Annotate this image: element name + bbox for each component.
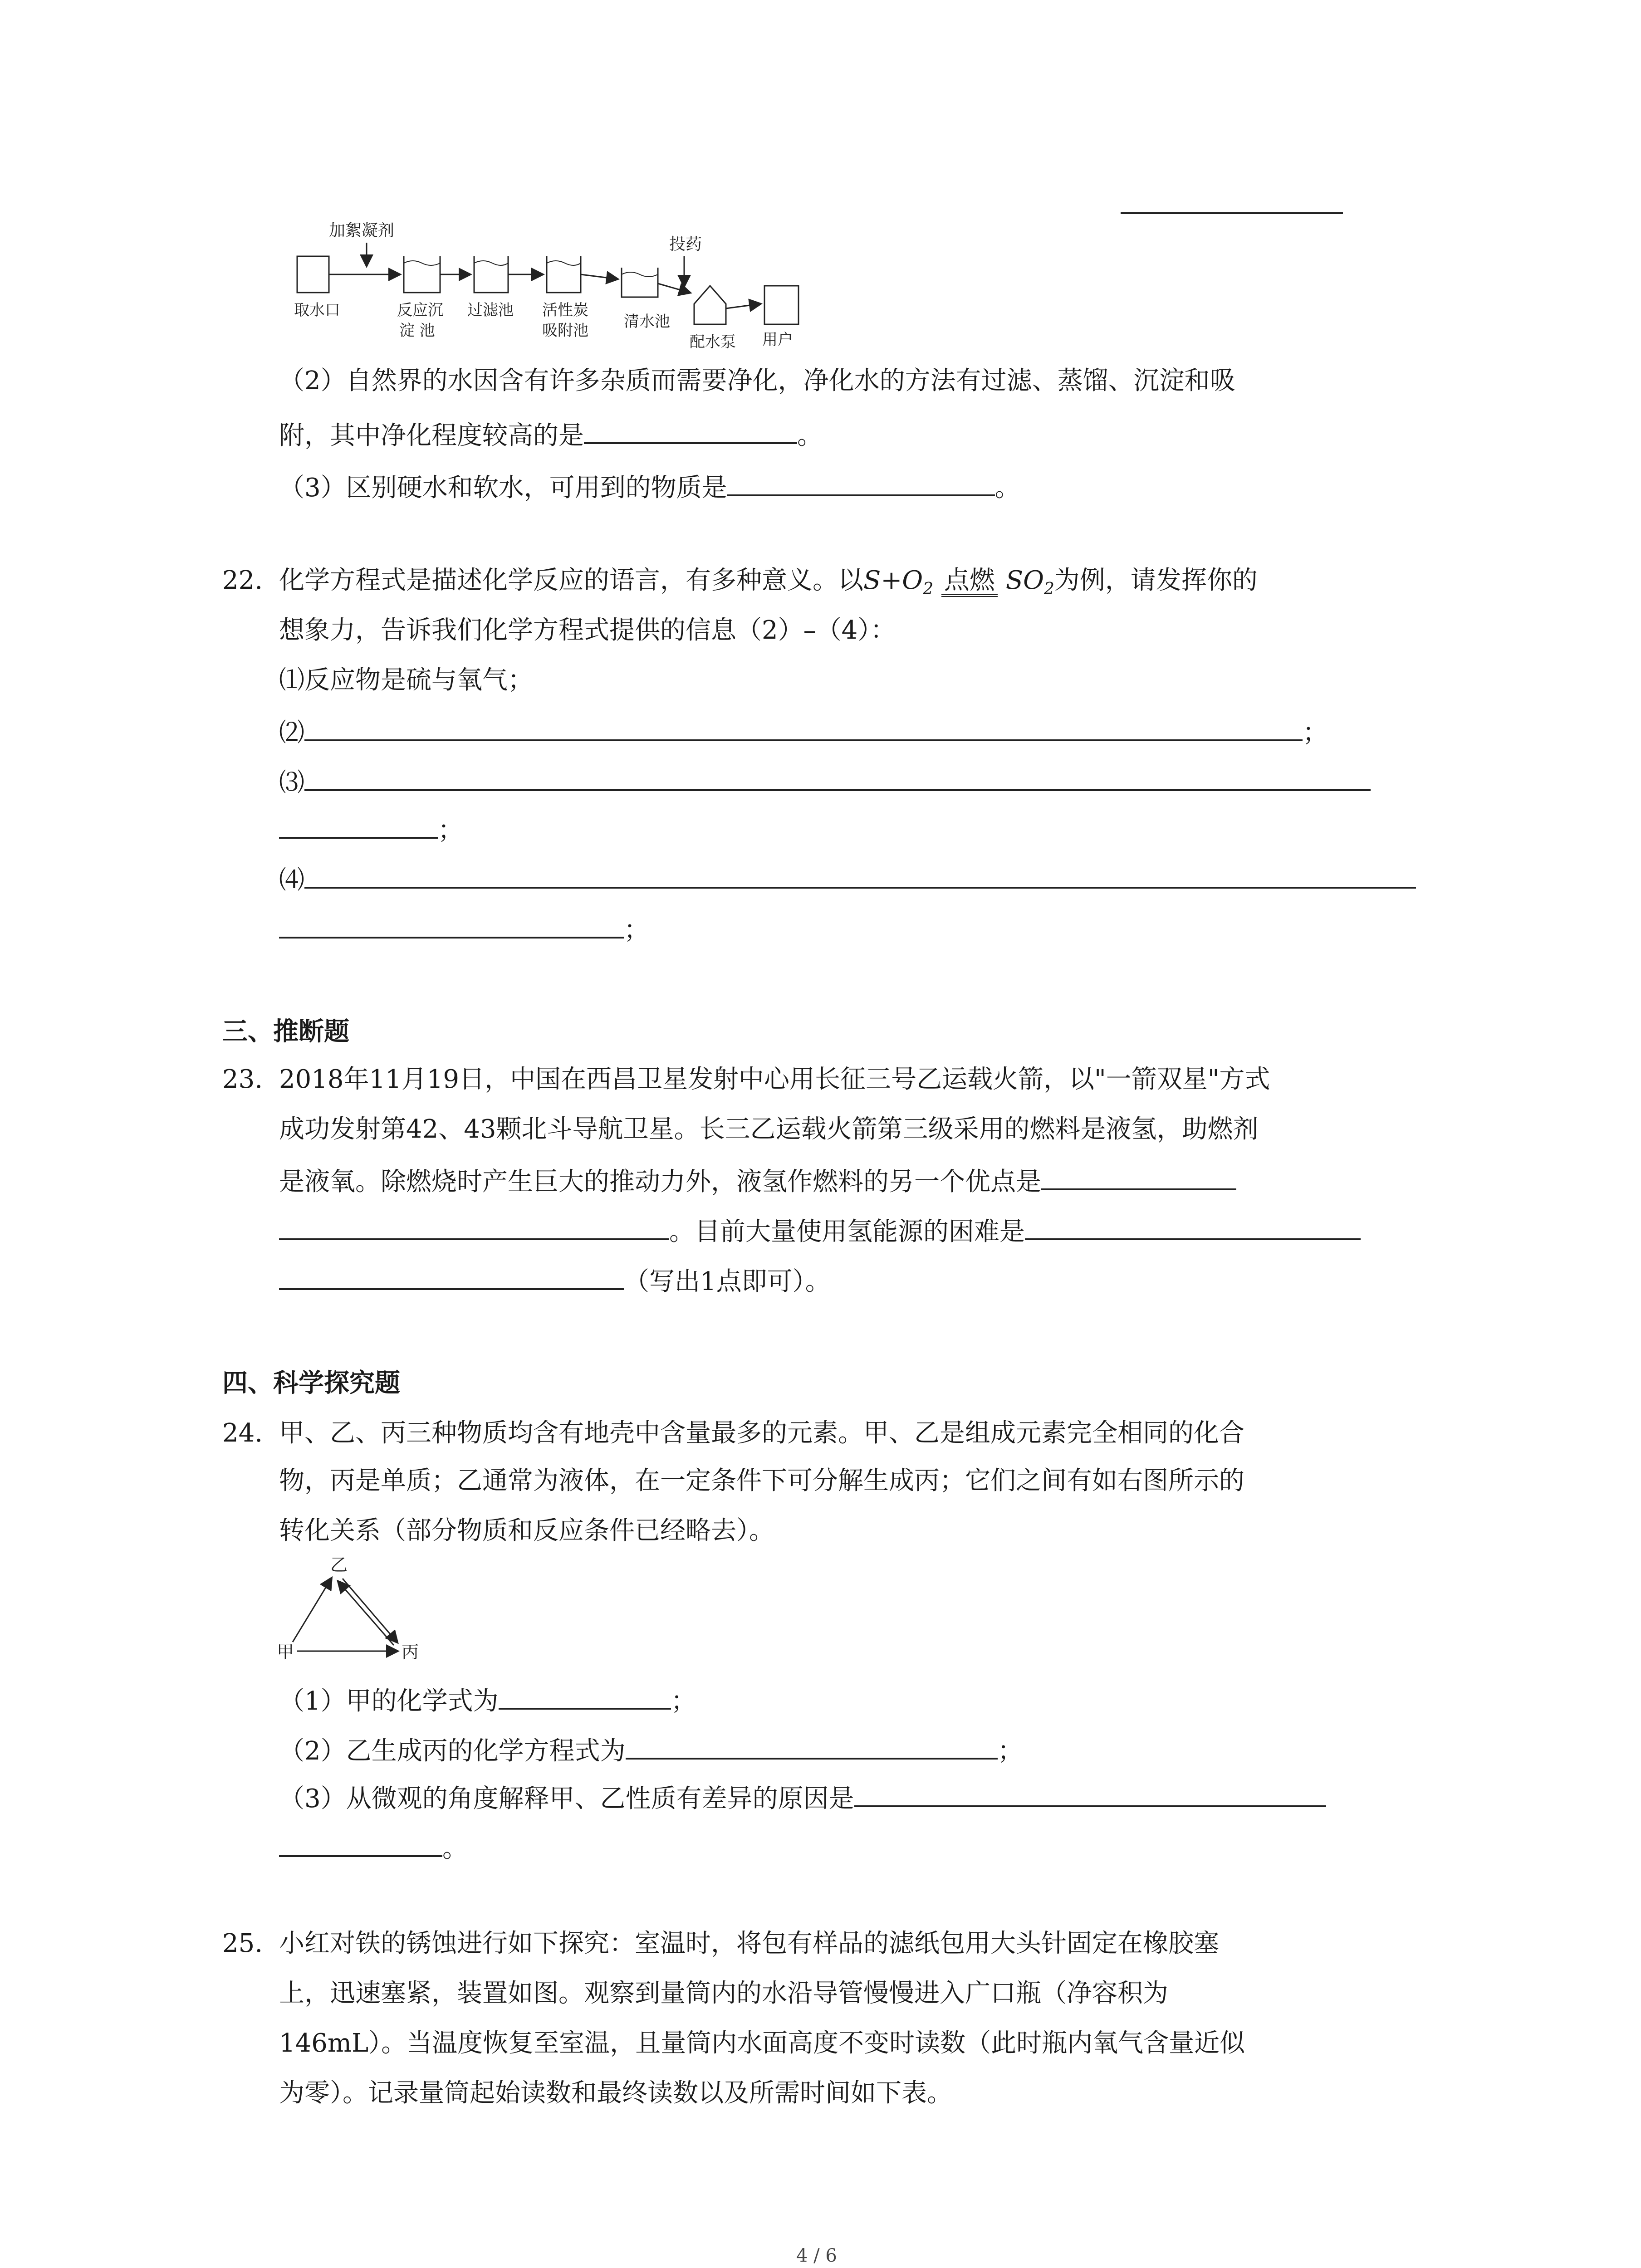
page-number: 4 / 6 xyxy=(796,2245,837,2266)
question-number: 24. xyxy=(222,1418,263,1448)
question-number: 25. xyxy=(222,1929,263,1958)
answer-blank[interactable] xyxy=(626,1730,998,1760)
q23-line5: （写出1点即可）。 xyxy=(279,1261,831,1300)
q24-line3: 转化关系（部分物质和反应条件已经略去）。 xyxy=(279,1516,774,1545)
q23-line3: 是液氧。除燃烧时产生巨大的推动力外，液氢作燃料的另一个优点是 xyxy=(279,1161,1236,1200)
answer-blank[interactable] xyxy=(584,415,797,444)
label-filter: 过滤池 xyxy=(467,301,514,319)
q23-line1: 2018年11月19日，中国在西昌卫星发射中心用长征三号乙运载火箭，以"一箭双星"方式 xyxy=(279,1065,1270,1094)
label-pump: 配水泵 xyxy=(690,333,736,351)
q24-p1: （1）甲的化学式为 ； xyxy=(279,1681,696,1720)
node-yi: 乙 xyxy=(330,1555,348,1575)
answer-blank[interactable] xyxy=(279,1261,624,1290)
q25-line3: 146mL）。当温度恢复至室温，且量筒内水面高度不变时读数（此时瓶内氧气含量近似 xyxy=(279,2028,1245,2058)
carbon-tank xyxy=(547,256,581,293)
q22-item4-cont: ； xyxy=(279,909,649,948)
q22-item1: ⑴反应物是硫与氧气； xyxy=(279,665,533,695)
label-carbon-a: 活性炭 xyxy=(542,301,588,319)
label-clear: 清水池 xyxy=(624,313,670,331)
label-dose: 投药 xyxy=(669,235,702,254)
answer-blank[interactable] xyxy=(727,467,995,496)
label-carbon-b: 吸附池 xyxy=(542,322,588,340)
q21-p2-line2: 附，其中净化程度较高的是 。 xyxy=(279,415,823,454)
clear-tank xyxy=(622,268,658,297)
water-purification-diagram xyxy=(290,218,848,363)
answer-blank[interactable] xyxy=(279,1211,669,1240)
q21-p2-line1: （2）自然界的水因含有许多杂质而需要净化，净化水的方法有过滤、蒸馏、沉淀和吸 xyxy=(279,366,1235,396)
reaction-tank xyxy=(404,256,440,293)
label-user: 用户 xyxy=(762,331,793,349)
answer-blank[interactable] xyxy=(854,1778,1326,1807)
answer-blank[interactable] xyxy=(304,860,1416,889)
answer-blank[interactable] xyxy=(279,909,624,938)
q24-p3-cont: 。 xyxy=(279,1828,468,1867)
answer-blank[interactable] xyxy=(304,712,1303,741)
q23-line2: 成功发射第42、43颗北斗导航卫星。长三乙运载火箭第三级采用的燃料是液氢，助燃剂 xyxy=(279,1114,1259,1144)
answer-blank[interactable] xyxy=(1041,1161,1236,1190)
node-jia: 甲 xyxy=(277,1642,294,1662)
section-heading: 四、科学探究题 xyxy=(222,1369,400,1398)
question-number: 23. xyxy=(222,1065,263,1094)
q21-p3: （3）区别硬水和软水，可用到的物质是 。 xyxy=(279,467,1020,506)
pump-shape xyxy=(694,286,726,324)
q22-item4: ⑷ xyxy=(279,860,1416,899)
equation: $S+O_2$ xyxy=(863,566,934,599)
q24-p3: （3）从微观的角度解释甲、乙性质有差异的原因是 xyxy=(279,1778,1326,1817)
q22-item2: ⑵ ； xyxy=(279,712,1328,751)
node-bing: 丙 xyxy=(402,1642,419,1662)
q25-line4: 为零）。记录量筒起始读数和最终读数以及所需时间如下表。 xyxy=(279,2078,952,2108)
q22-line2: 想象力，告诉我们化学方程式提供的信息（2）–（4）： xyxy=(279,616,896,645)
label-reaction-b: 淀 池 xyxy=(399,322,435,340)
section-heading: 三、推断题 xyxy=(222,1017,349,1046)
answer-blank[interactable] xyxy=(304,762,1371,791)
answer-blank[interactable] xyxy=(279,1828,442,1857)
q24-line1: 甲、乙、丙三种物质均含有地壳中含量最多的元素。甲、乙是组成元素完全相同的化合 xyxy=(279,1418,1244,1448)
intake-box xyxy=(297,256,329,293)
q25-line1: 小红对铁的锈蚀进行如下探究：室温时，将包有样品的滤纸包用大头针固定在橡胶塞 xyxy=(279,1929,1219,1958)
filter-tank xyxy=(474,256,508,293)
q24-p2: （2）乙生成丙的化学方程式为 ； xyxy=(279,1730,1023,1769)
q25-line2: 上，迅速塞紧，装置如图。观察到量筒内的水沿导管慢慢进入广口瓶（净容积为 xyxy=(279,1979,1168,2008)
answer-blank[interactable] xyxy=(1025,1211,1361,1240)
q22-item3-cont: ； xyxy=(279,810,463,849)
answer-blank[interactable] xyxy=(499,1681,671,1710)
user-box xyxy=(764,286,798,324)
q22-line1: 化学方程式是描述化学反应的语言，有多种意义。以$S+O_2$ 点燃 $SO_2$为例，请发挥你的 xyxy=(279,566,1258,599)
reaction-condition: 点燃 xyxy=(941,567,998,597)
q24-line2: 物，丙是单质；乙通常为液体，在一定条件下可分解生成丙；它们之间有如右图所示的 xyxy=(279,1466,1244,1496)
answer-blank-top xyxy=(1121,212,1343,214)
question-number: 22. xyxy=(222,566,263,595)
label-reaction-a: 反应沉 xyxy=(397,301,443,319)
transformation-diagram xyxy=(277,1554,440,1662)
label-intake: 取水口 xyxy=(294,301,340,319)
label-add-coagulant: 加絮凝剂 xyxy=(329,221,395,240)
q23-line4: 。目前大量使用氢能源的困难是 xyxy=(279,1211,1361,1250)
q22-item3: ⑶ xyxy=(279,762,1371,801)
answer-blank[interactable] xyxy=(279,810,438,839)
